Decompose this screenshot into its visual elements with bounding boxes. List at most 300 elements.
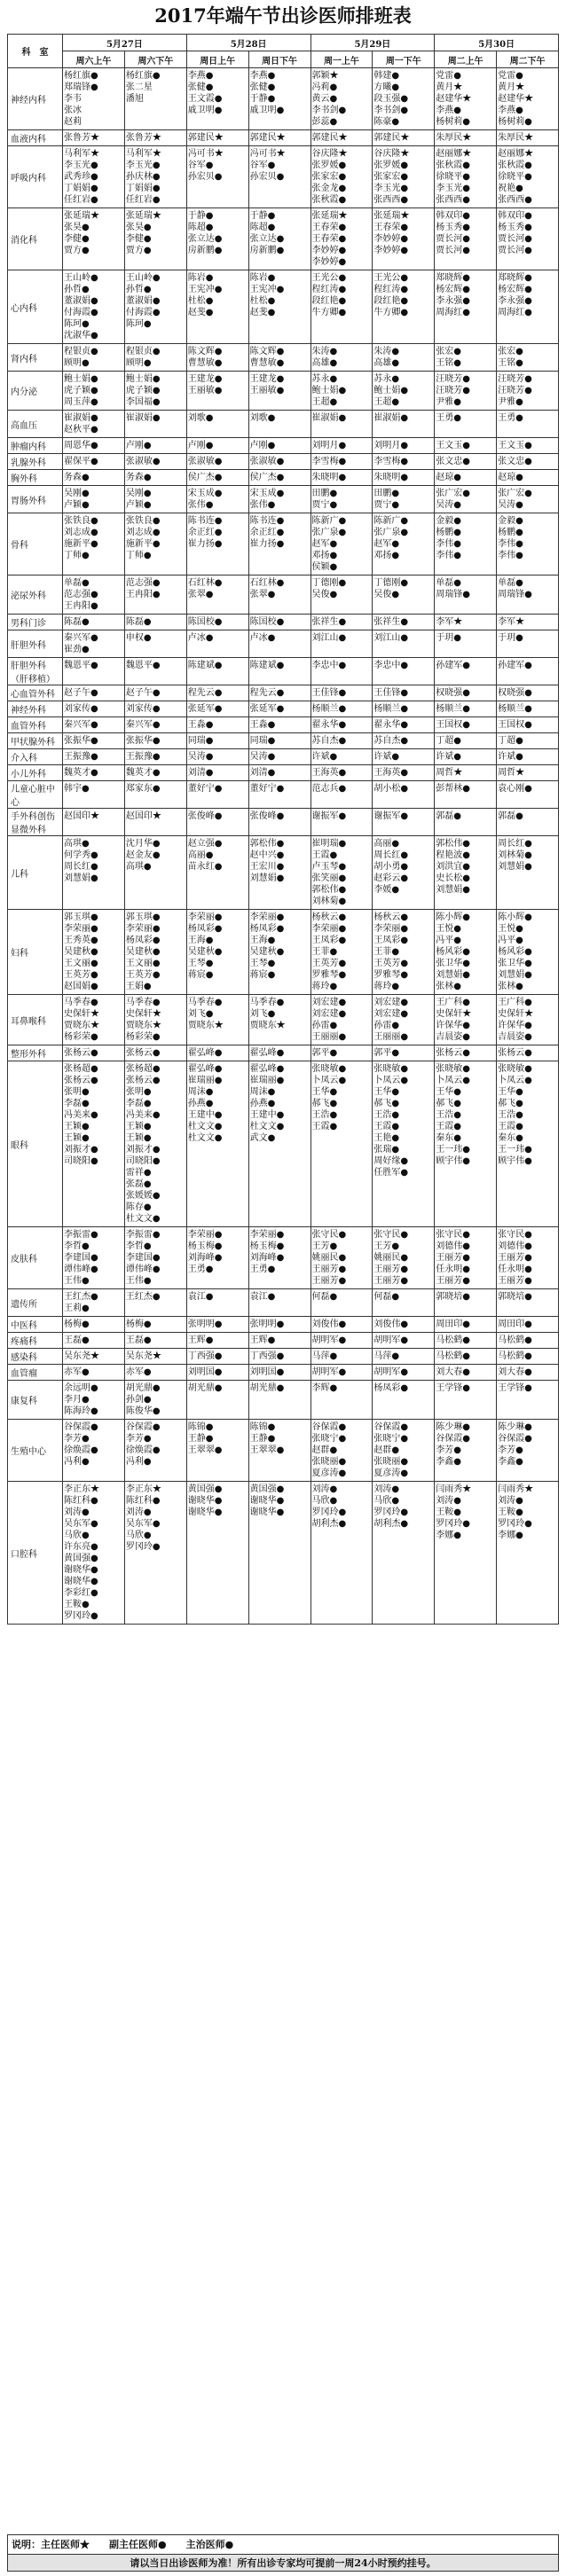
- schedule-cell: [373, 658, 435, 685]
- date-header: 5月30日: [435, 35, 559, 51]
- doctor-entry: 马季春●: [249, 998, 285, 1007]
- doctor-entry: 李玉光●: [64, 161, 98, 170]
- doctor-entry: 杨梅●: [125, 1319, 152, 1329]
- department-row: [8, 372, 559, 411]
- schedule-cell: [63, 470, 125, 486]
- department-name: 肿瘤内科: [8, 438, 63, 454]
- doctor-entry: 王浩●: [498, 1110, 523, 1120]
- doctor-entry: 郝飞●: [498, 1099, 523, 1108]
- doctor-entry: 李振雷●: [64, 1230, 98, 1240]
- doctor-entry: 袁江●: [249, 1292, 276, 1302]
- doctor-entry: 张宏●: [498, 347, 523, 356]
- doctor-entry: 于静●: [187, 211, 214, 221]
- schedule-cell: [248, 685, 311, 701]
- doctor-entry: 王华●: [436, 1087, 461, 1097]
- doctor-entry: 王琴●: [187, 959, 214, 968]
- schedule-cell: [63, 1061, 125, 1227]
- doctor-entry: 徐焕霞●: [125, 1445, 161, 1455]
- department-name: 内分泌: [8, 372, 63, 411]
- doctor-entry: 王浩●: [311, 1110, 338, 1120]
- schedule-cell: [435, 615, 497, 630]
- doctor-entry: 姚丽民●: [311, 1253, 347, 1263]
- schedule-cell: [435, 749, 497, 765]
- doctor-entry: 王丽丽●: [373, 1032, 409, 1042]
- doctor-entry: 李建国●: [64, 1253, 98, 1263]
- schedule-cell: [497, 910, 559, 995]
- schedule-cell: [373, 513, 435, 575]
- department-row: [8, 208, 559, 270]
- doctor-entry: 谢晓华●: [249, 1507, 285, 1517]
- doctor-entry: 程银贞●: [125, 347, 161, 356]
- doctor-entry: 史长松●: [436, 873, 470, 883]
- schedule-cell: [124, 717, 186, 733]
- doctor-entry: 史保轩★: [436, 1009, 472, 1019]
- doctor-entry: 王英芳●: [64, 970, 98, 980]
- doctor-entry: 李玉光●: [125, 161, 161, 170]
- doctor-entry: 高琪●: [125, 862, 152, 872]
- schedule-cell: [311, 1227, 373, 1289]
- doctor-entry: 马利军★: [64, 149, 99, 159]
- schedule-cell: [311, 1333, 373, 1349]
- schedule-cell: [497, 1061, 559, 1227]
- schedule-cell: [63, 146, 125, 208]
- doctor-entry: 王丽芳●: [311, 1276, 347, 1286]
- schedule-cell: [124, 836, 186, 910]
- doctor-entry: 李荣丽●: [311, 924, 347, 934]
- schedule-cell: [124, 1045, 186, 1061]
- doctor-entry: 朱涛●: [373, 347, 400, 356]
- schedule-cell: [497, 486, 559, 513]
- department-name: 儿童心脏中心: [8, 781, 63, 809]
- doctor-entry: 王一玮●: [498, 1145, 532, 1155]
- schedule-cell: [124, 749, 186, 765]
- schedule-cell: [497, 1333, 559, 1349]
- schedule-cell: [373, 344, 435, 372]
- doctor-entry: 王文丽●: [125, 959, 161, 968]
- doctor-entry: 王凤彩●: [373, 936, 409, 945]
- doctor-entry: 王颖●: [64, 1133, 90, 1143]
- doctor-entry: 王霞●: [311, 1122, 338, 1131]
- schedule-cell: [497, 411, 559, 438]
- doctor-entry: 王翠翠●: [187, 1445, 223, 1455]
- doctor-entry: 王丽芳●: [436, 1276, 470, 1286]
- department-row: [8, 1365, 559, 1381]
- doctor-entry: 杨顺兰●: [373, 704, 409, 714]
- department-row: [8, 454, 559, 470]
- slot-header: 周二下午: [497, 51, 559, 68]
- doctor-entry: 李燕●: [187, 71, 214, 81]
- doctor-entry: 赵彩云●: [373, 873, 409, 883]
- doctor-entry: 刘振才●: [125, 1145, 161, 1155]
- doctor-entry: 王秀英●: [64, 936, 98, 945]
- schedule-cell: [63, 130, 125, 146]
- doctor-entry: 杨宏辉●: [436, 285, 470, 294]
- schedule-cell: [497, 658, 559, 685]
- doctor-entry: 马季春●: [187, 998, 223, 1007]
- schedule-cell: [311, 208, 373, 270]
- doctor-entry: 谷保霞●: [125, 1422, 161, 1432]
- doctor-entry: 郭晓培●: [436, 1292, 470, 1302]
- department-name: 儿科: [8, 836, 63, 910]
- doctor-entry: 任永明●: [436, 1265, 470, 1274]
- schedule-cell: [124, 575, 186, 615]
- doctor-entry: 金毅●: [498, 516, 523, 526]
- doctor-entry: 朱厚民★: [436, 133, 472, 143]
- doctor-entry: 史保轩★: [498, 1009, 534, 1019]
- doctor-entry: 沈淑华●: [64, 331, 98, 341]
- doctor-entry: 王霞●: [373, 1122, 400, 1131]
- doctor-entry: 卢颖●: [64, 500, 90, 510]
- doctor-entry: 张铁良●: [125, 516, 161, 526]
- doctor-entry: 王凤彩●: [311, 936, 347, 945]
- doctor-entry: 顾宇伟●: [498, 1156, 532, 1166]
- doctor-entry: 程艳波●: [436, 850, 470, 860]
- schedule-cell: [373, 575, 435, 615]
- doctor-entry: 陈珂●: [64, 319, 90, 329]
- doctor-entry: 王建龙●: [187, 374, 223, 384]
- doctor-entry: 陈超●: [187, 223, 214, 232]
- doctor-entry: 石红林●: [249, 578, 285, 588]
- doctor-entry: 张铁良●: [64, 516, 98, 526]
- doctor-entry: 王伟●: [64, 1276, 90, 1286]
- doctor-entry: 张罗媛●: [373, 161, 409, 170]
- doctor-entry: 卜凤云●: [498, 1076, 532, 1085]
- schedule-cell: [435, 809, 497, 836]
- doctor-entry: 刘慧娟●: [436, 970, 470, 980]
- doctor-entry: 王广科●: [436, 998, 470, 1007]
- doctor-entry: 蒋玲●: [373, 982, 400, 991]
- doctor-entry: 陈俊华●: [125, 1406, 161, 1416]
- doctor-entry: 张广宏●: [498, 489, 532, 498]
- schedule-cell: [497, 1045, 559, 1061]
- slot-header: 周六上午: [63, 51, 125, 68]
- schedule-cell: [186, 1381, 248, 1420]
- doctor-entry: 宋玉成●: [187, 489, 223, 498]
- doctor-entry: 陈岩●: [187, 273, 214, 283]
- slot-header-row: [8, 51, 559, 68]
- doctor-entry: 张秋霞●: [498, 161, 532, 170]
- doctor-entry: 王学锋●: [436, 1383, 470, 1393]
- department-row: [8, 1381, 559, 1420]
- doctor-entry: 赵国印★: [64, 811, 99, 821]
- doctor-entry: 刘歌●: [249, 413, 276, 423]
- doctor-entry: 方曦●: [373, 82, 400, 92]
- doctor-entry: 冯美来●: [125, 1110, 161, 1120]
- doctor-entry: 杨顺兰●: [436, 704, 470, 714]
- doctor-entry: 权晓强●: [498, 688, 532, 698]
- doctor-entry: 汪晓芳●: [436, 386, 470, 395]
- doctor-entry: 顾明●: [64, 358, 90, 368]
- doctor-entry: 吴涛●: [249, 752, 276, 762]
- doctor-entry: 王一玮●: [436, 1145, 470, 1155]
- doctor-entry: 赵军●: [311, 539, 338, 549]
- schedule-cell: [248, 486, 311, 513]
- doctor-entry: 赵秋平●: [64, 425, 98, 435]
- doctor-entry: 李荣丽●: [249, 1230, 285, 1240]
- department-row: [8, 146, 559, 208]
- schedule-cell: [124, 910, 186, 995]
- schedule-cell: [124, 685, 186, 701]
- department-name: 血管外科: [8, 717, 63, 733]
- doctor-entry: 胡明军●: [311, 1367, 347, 1377]
- doctor-entry: 张淑敏●: [249, 457, 285, 466]
- schedule-cell: [373, 1333, 435, 1349]
- doctor-entry: 郑晓辉●: [436, 273, 470, 283]
- doctor-entry: 何学秀●: [64, 850, 98, 860]
- doctor-entry: 许斌●: [498, 752, 523, 762]
- doctor-entry: 杜文文●: [249, 1122, 285, 1131]
- schedule-cell: [311, 438, 373, 454]
- doctor-entry: 李健●: [64, 234, 90, 244]
- department-name: 介入科: [8, 749, 63, 765]
- schedule-cell: [373, 733, 435, 749]
- doctor-entry: 王铭●: [498, 358, 523, 368]
- schedule-cell: [435, 372, 497, 411]
- doctor-entry: 李振雷●: [125, 1230, 161, 1240]
- doctor-entry: 侯颖●: [311, 562, 338, 572]
- schedule-cell: [311, 1365, 373, 1381]
- schedule-cell: [186, 765, 248, 781]
- schedule-cell: [248, 1333, 311, 1349]
- doctor-entry: 武文●: [249, 1133, 276, 1143]
- schedule-cell: [311, 1045, 373, 1061]
- doctor-entry: 王建中●: [249, 1110, 285, 1120]
- schedule-cell: [311, 765, 373, 781]
- doctor-entry: 周恩华●: [64, 441, 98, 450]
- schedule-cell: [248, 130, 311, 146]
- department-name: 男科门诊: [8, 615, 63, 630]
- schedule-cell: [373, 1420, 435, 1482]
- doctor-entry: 许斌●: [311, 752, 338, 762]
- schedule-cell: [248, 1482, 311, 1625]
- doctor-entry: 马松鹤●: [436, 1335, 470, 1345]
- doctor-entry: 翟弘峰●: [249, 1064, 285, 1074]
- schedule-cell: [497, 1381, 559, 1420]
- doctor-entry: 周沫●: [187, 1087, 214, 1097]
- schedule-cell: [373, 749, 435, 765]
- schedule-cell: [497, 809, 559, 836]
- doctor-entry: 张振华●: [64, 736, 98, 746]
- schedule-cell: [186, 685, 248, 701]
- schedule-cell: [435, 1381, 497, 1420]
- doctor-entry: 杜松●: [249, 296, 276, 306]
- schedule-cell: [248, 438, 311, 454]
- doctor-entry: 陈小辉●: [436, 912, 470, 922]
- schedule-cell: [63, 809, 125, 836]
- schedule-cell: [186, 1365, 248, 1381]
- doctor-entry: 张立达●: [249, 234, 285, 244]
- doctor-entry: 石红林●: [187, 578, 223, 588]
- doctor-entry: 卢刚●: [125, 441, 152, 450]
- schedule-cell: [124, 1349, 186, 1365]
- schedule-cell: [435, 701, 497, 717]
- doctor-entry: 赵子午●: [125, 688, 161, 698]
- schedule-cell: [186, 717, 248, 733]
- slot-header: 周日下午: [248, 51, 311, 68]
- doctor-entry: 任永明●: [498, 1265, 532, 1274]
- slot-header: 周日上午: [186, 51, 248, 68]
- doctor-entry: 司晓阳●: [64, 1156, 98, 1166]
- doctor-entry: 陈红科●: [125, 1496, 161, 1506]
- doctor-entry: 吴建秋●: [64, 947, 98, 957]
- footer-note: 请以当日出诊医师为准！所有出诊专家均可提前一周24小时预约挂号。: [7, 2554, 559, 2572]
- doctor-entry: 冯美来●: [64, 1110, 98, 1120]
- schedule-cell: [497, 685, 559, 701]
- doctor-entry: 杨红旗●: [125, 71, 161, 81]
- date-header-row: [8, 35, 559, 51]
- doctor-entry: 秦兴军●: [125, 720, 161, 730]
- doctor-entry: 王文玉●: [498, 441, 532, 450]
- doctor-entry: 房新鹏●: [187, 246, 223, 255]
- doctor-entry: 务森●: [64, 473, 90, 482]
- department-row: [8, 1289, 559, 1317]
- department-name: 生殖中心: [8, 1420, 63, 1482]
- doctor-entry: 杨凤彩●: [187, 924, 223, 934]
- doctor-entry: 刘洪宜●: [436, 862, 470, 872]
- schedule-cell: [497, 270, 559, 344]
- doctor-entry: 杨凤彩●: [249, 924, 285, 934]
- doctor-entry: 郑家东●: [125, 784, 161, 794]
- doctor-entry: 张冰: [64, 106, 82, 115]
- doctor-entry: 刘涛●: [311, 1484, 338, 1494]
- doctor-entry: 朱晓明●: [311, 473, 347, 482]
- schedule-cell: [373, 1482, 435, 1625]
- doctor-entry: 周哲★: [498, 768, 525, 778]
- doctor-entry: 刘德伟●: [436, 1241, 470, 1251]
- doctor-entry: 李鑫●: [436, 1457, 461, 1467]
- schedule-cell: [186, 1482, 248, 1625]
- doctor-entry: 陈书连●: [249, 516, 285, 526]
- doctor-entry: 卢冰●: [187, 633, 214, 643]
- doctor-entry: 王磊●: [64, 1335, 90, 1345]
- doctor-entry: 武秀珍●: [64, 172, 98, 182]
- doctor-entry: 申权●: [125, 633, 152, 643]
- doctor-entry: 贾长河●: [436, 234, 470, 244]
- doctor-entry: 王娟●: [125, 982, 152, 991]
- doctor-entry: 王颖●: [64, 1122, 90, 1131]
- doctor-entry: 陈超●: [249, 223, 276, 232]
- doctor-entry: 李伟●: [498, 539, 523, 549]
- doctor-entry: 苏自杰●: [373, 736, 409, 746]
- schedule-cell: [186, 68, 248, 130]
- schedule-cell: [373, 1045, 435, 1061]
- doctor-entry: 谷庆隆★: [373, 149, 410, 159]
- doctor-entry: 于静●: [249, 211, 276, 221]
- department-name: 乳腺外科: [8, 454, 63, 470]
- department-row: [8, 130, 559, 146]
- schedule-cell: [186, 733, 248, 749]
- doctor-entry: 杨玉秀●: [498, 223, 532, 232]
- doctor-entry: 张二星: [125, 82, 153, 92]
- department-name: 消化科: [8, 208, 63, 270]
- doctor-entry: 秦东●: [436, 1133, 461, 1143]
- doctor-entry: 王鞍●: [498, 1507, 523, 1517]
- doctor-entry: 卢冰●: [249, 633, 276, 643]
- doctor-entry: 虎子颖●: [125, 386, 161, 395]
- doctor-entry: 谷庆隆★: [311, 149, 348, 159]
- doctor-entry: 刘清●: [187, 768, 214, 778]
- doctor-entry: 秦兴军●: [64, 633, 98, 643]
- doctor-entry: 贾长河●: [436, 246, 470, 255]
- schedule-cell: [311, 1381, 373, 1420]
- department-name: 康复科: [8, 1381, 63, 1420]
- doctor-entry: 王文玉●: [436, 441, 470, 450]
- department-row: [8, 1061, 559, 1227]
- schedule-cell: [311, 486, 373, 513]
- doctor-entry: 汪晓芳●: [498, 374, 532, 384]
- doctor-entry: 张翠●: [187, 590, 214, 599]
- doctor-entry: 马季春●: [125, 998, 161, 1007]
- doctor-entry: 孙建军●: [498, 661, 532, 670]
- doctor-entry: 王光公●: [373, 273, 409, 283]
- schedule-cell: [497, 208, 559, 270]
- schedule-cell: [124, 270, 186, 344]
- page-title: 2017年端午节出诊医师排班表: [154, 4, 412, 27]
- doctor-entry: 张延瑞★: [311, 211, 348, 221]
- department-row: [8, 1317, 559, 1333]
- schedule-cell: [186, 146, 248, 208]
- schedule-cell: [124, 733, 186, 749]
- doctor-entry: 张晓丽●: [373, 1457, 409, 1467]
- doctor-entry: 权晓强●: [436, 688, 470, 698]
- doctor-entry: 王红杰●: [64, 1292, 98, 1302]
- doctor-entry: 罗冈玲●: [373, 1507, 409, 1517]
- doctor-entry: 吴东军●: [125, 1519, 161, 1529]
- doctor-entry: 郑晓辉●: [498, 273, 532, 283]
- schedule-cell: [497, 1289, 559, 1317]
- doctor-entry: 赵丽娜★: [498, 149, 534, 159]
- schedule-cell: [186, 1289, 248, 1317]
- doctor-entry: 刘飞●: [249, 1009, 276, 1019]
- doctor-entry: 张杨超●: [64, 1064, 98, 1074]
- doctor-entry: 丁娟娟●: [64, 184, 98, 193]
- doctor-entry: 谷保霞●: [64, 1422, 98, 1432]
- doctor-entry: 李娜●: [436, 1531, 461, 1540]
- doctor-entry: 翟弘峰●: [187, 1064, 223, 1074]
- doctor-entry: 吉晨姿●: [436, 1032, 470, 1042]
- schedule-cell: [373, 685, 435, 701]
- doctor-entry: 马季春●: [64, 998, 98, 1007]
- doctor-entry: 许斌●: [436, 752, 461, 762]
- schedule-cell: [186, 910, 248, 995]
- doctor-entry: 陈书连●: [187, 516, 223, 526]
- schedule-cell: [186, 658, 248, 685]
- schedule-cell: [248, 995, 311, 1045]
- schedule-cell: [373, 995, 435, 1045]
- doctor-entry: 崔明瑞●: [311, 839, 347, 849]
- doctor-entry: 谢晓华●: [64, 1577, 98, 1586]
- schedule-cell: [124, 630, 186, 658]
- doctor-entry: 李忠中●: [311, 661, 347, 670]
- department-name: 肝胆外科（肝移植）: [8, 658, 63, 685]
- doctor-entry: 郝飞●: [436, 1099, 461, 1108]
- schedule-cell: [311, 411, 373, 438]
- doctor-entry: 王春荣●: [311, 223, 347, 232]
- schedule-cell: [186, 208, 248, 270]
- schedule-cell: [63, 749, 125, 765]
- schedule-cell: [186, 995, 248, 1045]
- schedule-cell: [435, 1289, 497, 1317]
- doctor-entry: 吴俊●: [373, 590, 400, 599]
- doctor-entry: 刘宏建●: [373, 1009, 409, 1019]
- doctor-entry: 胡明军●: [311, 1335, 347, 1345]
- doctor-entry: 金毅●: [436, 516, 461, 526]
- schedule-cell: [248, 910, 311, 995]
- doctor-entry: 罗冈玲●: [311, 1507, 347, 1517]
- doctor-entry: 程红涛●: [373, 285, 409, 294]
- doctor-entry: 张晓丽●: [311, 1457, 347, 1467]
- doctor-entry: 王振豫●: [125, 752, 161, 762]
